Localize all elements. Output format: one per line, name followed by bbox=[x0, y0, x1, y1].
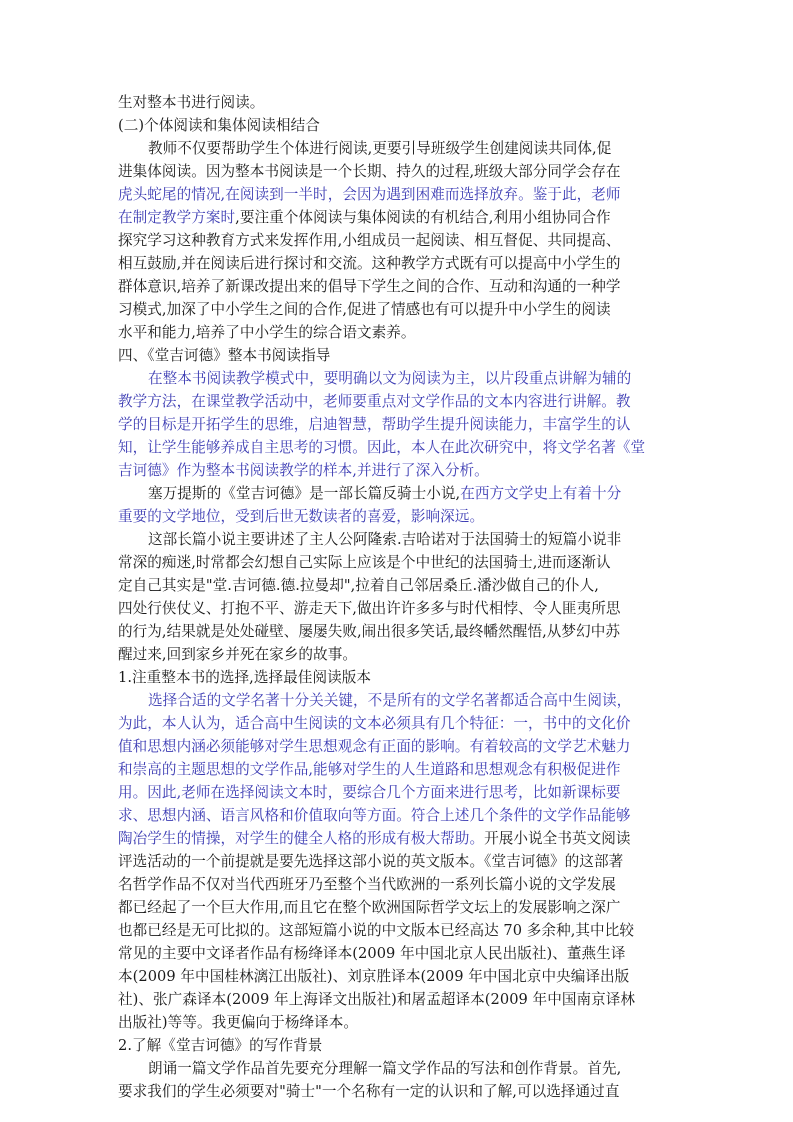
text-line bbox=[118, 344, 675, 367]
body-text: 也都已经是无可比拟的。这部短篇小说的中文版本已经高达 70 多余种,其中比较 bbox=[118, 922, 634, 939]
text-line bbox=[118, 229, 675, 252]
body-text: 这部长篇小说主要讲述了主人公阿隆索.吉哈诺对于法国骑士的短篇小说非 bbox=[148, 531, 622, 548]
body-text: 名哲学作品不仅对当代西班牙乃至整个当代欧洲的一系列长篇小说的文学发展 bbox=[118, 876, 616, 893]
text-line bbox=[118, 597, 675, 620]
highlighted-text: 为此，本人认为，适合高中生阅读的文本必须具有几个特征：一，书中的文化价 bbox=[118, 715, 631, 732]
text-line bbox=[118, 183, 675, 206]
highlighted-text: 学的目标是开拓学生的思维，启迪智慧，帮助学生提升阅读能力，丰富学生的认 bbox=[118, 416, 631, 433]
text-line bbox=[118, 919, 675, 942]
highlighted-text: 重要的文学地位，受到后世无数读者的喜爱，影响深远。 bbox=[118, 508, 485, 525]
highlighted-text: 吉诃德》作为整本书阅读教学的样本,并进行了深入分析。 bbox=[118, 462, 489, 479]
body-text: 出版社)等等。我更偏向于杨绛译本。 bbox=[118, 1014, 359, 1031]
text-line bbox=[118, 781, 675, 804]
highlighted-text: 值和思想内涵必须能够对学生思想观念有正面的影响。有着较高的文学艺术魅力 bbox=[118, 738, 631, 755]
highlighted-text: 选择合适的文学名著十分关关键，不是所有的文学名著都适合高中生阅读， bbox=[148, 692, 632, 709]
text-line bbox=[118, 712, 675, 735]
highlighted-text: 教学方法，在课堂教学活动中，老师要重点对文学作品的文本内容进行讲解。教 bbox=[118, 393, 631, 410]
body-text: 都已经起了一个巨大作用,而且它在整个欧洲国际哲学文坛上的发展影响之深广 bbox=[118, 899, 621, 916]
text-line bbox=[118, 574, 675, 597]
text-line bbox=[118, 459, 675, 482]
body-text: (二)个体阅读和集体阅读相结合 bbox=[118, 117, 320, 134]
text-line bbox=[118, 390, 675, 413]
text-line bbox=[118, 436, 675, 459]
body-text: 2.了解《堂吉诃德》的写作背景 bbox=[118, 1037, 323, 1054]
text-line bbox=[118, 206, 675, 229]
text-line bbox=[118, 160, 675, 183]
text-line bbox=[118, 988, 675, 1011]
highlighted-text: 知，让学生能够养成自主思考的习惯。因此，本人在此次研究中，将文学名著《堂 bbox=[118, 439, 646, 456]
body-text: 常见的主要中文译者作品有杨绛译本(2009 年中国北京人民出版社)、董燕生译 bbox=[118, 945, 626, 962]
body-text: 常深的痴迷,时常都会幻想自己实际上应该是个中世纪的法国骑士,进而逐渐认 bbox=[118, 554, 611, 571]
text-line bbox=[118, 137, 675, 160]
text-line bbox=[118, 367, 675, 390]
body-text: 要求我们的学生必须要对"骑士"一个名称有一定的认识和了解,可以选择通过直 bbox=[118, 1083, 620, 1100]
text-line bbox=[118, 321, 675, 344]
text-line bbox=[118, 252, 675, 275]
body-text: 四、《堂吉诃德》整本书阅读指导 bbox=[118, 347, 331, 364]
text-line bbox=[118, 1057, 675, 1080]
body-text: 社)、张广森译本(2009 年上海译文出版社)和屠孟超译本(2009 年中国南京译林 bbox=[118, 991, 636, 1008]
text-line bbox=[118, 804, 675, 827]
text-line bbox=[118, 528, 675, 551]
text-line bbox=[118, 91, 675, 114]
body-text: 四处行侠仗义、打抱不平、游走天下,做出许许多多与时代相悖、令人匪夷所思 bbox=[118, 600, 621, 617]
text-line bbox=[118, 298, 675, 321]
body-text: ,要注重个体阅读与集体阅读的有机结合,利用小组协同合作 bbox=[235, 209, 611, 226]
body-text: 塞万提斯的《堂吉诃德》是一部长篇反骑士小说, bbox=[148, 485, 461, 502]
text-line bbox=[118, 896, 675, 919]
text-line bbox=[118, 482, 675, 505]
text-line bbox=[118, 735, 675, 758]
text-line bbox=[118, 1011, 675, 1034]
body-text: 评选活动的一个前提就是要先选择这部小说的英文版本。《堂吉诃德》的这部著 bbox=[118, 853, 624, 870]
highlighted-text: 在西方文学史上有着十分 bbox=[460, 485, 622, 502]
highlighted-text: 用。因此,老师在选择阅读文本时，要综合几个方面来进行思考，比如新课标要 bbox=[118, 784, 621, 801]
highlighted-text: 求、思想内涵、语言风格和价值取向等方面。符合上述几个条件的文学作品能够 bbox=[118, 807, 631, 824]
body-text: 水平和能力,培养了中小学生的综合语文素养。 bbox=[118, 324, 416, 341]
text-line bbox=[118, 965, 675, 988]
text-line bbox=[118, 873, 675, 896]
highlighted-text: 在整本书阅读教学模式中，要明确以文为阅读为主，以片段重点讲解为辅的 bbox=[148, 370, 632, 387]
text-line bbox=[118, 1080, 675, 1103]
text-line bbox=[118, 1034, 675, 1057]
text-line bbox=[118, 758, 675, 781]
text-line bbox=[118, 551, 675, 574]
highlighted-text: 和崇高的主题思想的文学作品,能够对学生的人生道路和思想观念有积极促进作 bbox=[118, 761, 621, 778]
highlighted-text: 虎头蛇尾的情况,在阅读到一半时，会因为遇到困难而选择放弃。鉴于此，老师 bbox=[118, 186, 621, 203]
text-line bbox=[118, 827, 675, 850]
body-text: 开展小说全书英文阅读 bbox=[484, 830, 631, 847]
body-text: 定自己其实是"堂.吉诃德.德.拉曼却",拉着自己邻居桑丘.潘沙做自己的仆人, bbox=[118, 577, 599, 594]
body-text: 1.注重整本书的选择,选择最佳阅读版本 bbox=[118, 669, 372, 686]
body-text: 的行为,结果就是处处碰壁、屡屡失败,闹出很多笑话,最终幡然醒悟,从梦幻中苏 bbox=[118, 623, 621, 640]
body-text: 朗诵一篇文学作品首先要充分理解一篇文学作品的写法和创作背景。首先, bbox=[148, 1060, 622, 1077]
text-line bbox=[118, 413, 675, 436]
body-text: 进集体阅读。因为整本书阅读是一个长期、持久的过程,班级大部分同学会存在 bbox=[118, 163, 621, 180]
text-line bbox=[118, 850, 675, 873]
body-text: 相互鼓励,并在阅读后进行探讨和交流。这种教学方式既有可以提高中小学生的 bbox=[118, 255, 621, 272]
text-line bbox=[118, 942, 675, 965]
body-text: 群体意识,培养了新课改提出来的倡导下学生之间的合作、互动和沟通的一种学 bbox=[118, 278, 621, 295]
highlighted-text: 在制定教学方案时 bbox=[118, 209, 236, 226]
highlighted-text: 陶冶学生的情操，对学生的健全人格的形成有极大帮助。 bbox=[118, 830, 485, 847]
body-text: 本(2009 年中国桂林漓江出版社)、刘京胜译本(2009 年中国北京中央编译出版 bbox=[118, 968, 630, 985]
body-text: 醒过来,回到家乡并死在家乡的故事。 bbox=[118, 646, 357, 663]
body-text: 习模式,加深了中小学生之间的合作,促进了情感也有可以提升中小学生的阅读 bbox=[118, 301, 611, 318]
text-line bbox=[118, 114, 675, 137]
text-line bbox=[118, 505, 675, 528]
text-line bbox=[118, 666, 675, 689]
text-line bbox=[118, 689, 675, 712]
text-line bbox=[118, 620, 675, 643]
body-text: 生对整本书进行阅读。 bbox=[118, 94, 265, 111]
text-line bbox=[118, 275, 675, 298]
text-line bbox=[118, 643, 675, 666]
body-text: 教师不仅要帮助学生个体进行阅读,更要引导班级学生创建阅读共同体,促 bbox=[148, 140, 612, 157]
body-text: 探究学习这种教育方式来发挥作用,小组成员一起阅读、相互督促、共同提高、 bbox=[118, 232, 621, 249]
